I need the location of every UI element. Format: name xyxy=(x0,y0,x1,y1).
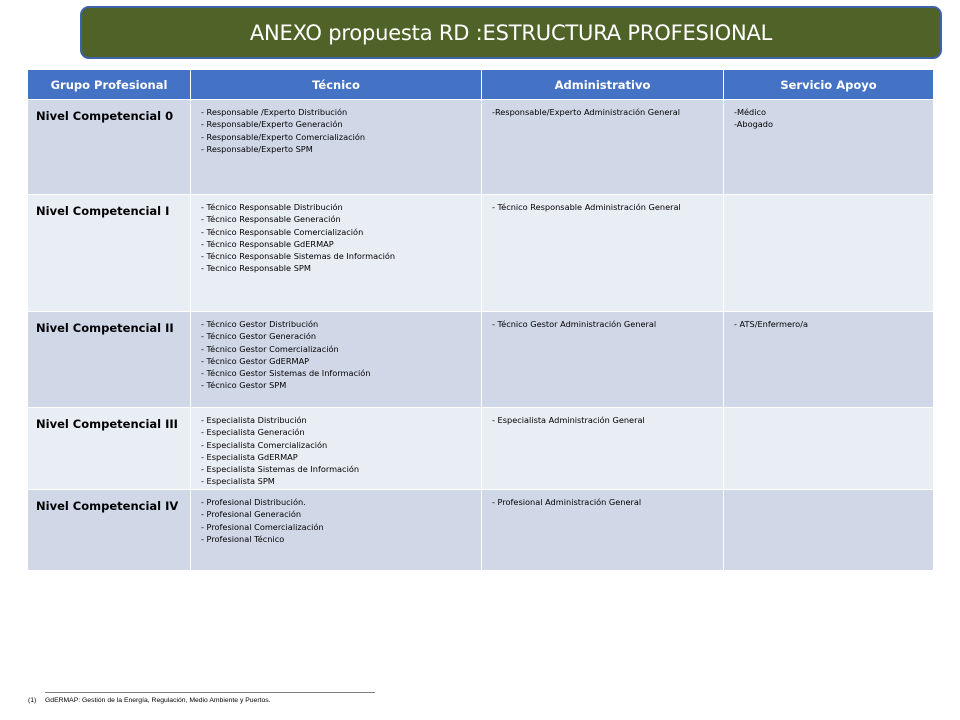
list-item: - Técnico Responsable Comercialización xyxy=(201,226,364,237)
list-item: - Técnico Gestor Administración General xyxy=(492,319,657,329)
level-cell: Nivel Competencial II xyxy=(28,312,191,408)
item-list xyxy=(201,318,475,392)
level-cell: Nivel Competencial IV xyxy=(28,490,191,571)
list-item: - Responsable/Experto Generación xyxy=(201,119,343,130)
list-item: - Técnico Gestor Distribución xyxy=(201,319,319,329)
list-item: - Especialista GdERMAP xyxy=(201,451,298,462)
table-header-row xyxy=(28,70,934,100)
servicio-apoyo-cell xyxy=(724,100,934,195)
administrativo-cell xyxy=(482,408,724,490)
list-item: - Tecnico Responsable SPM xyxy=(201,263,311,274)
list-item: - Especialista Administración General xyxy=(492,415,645,425)
tecnico-cell xyxy=(191,195,482,312)
table-row xyxy=(28,490,934,571)
list-item: - Profesional Técnico xyxy=(201,533,285,544)
tecnico-cell xyxy=(191,312,482,408)
servicio-apoyo-cell xyxy=(724,490,934,571)
list-item: - Responsable /Experto Distribución xyxy=(201,107,348,117)
table-row xyxy=(28,195,934,312)
table-row xyxy=(28,312,934,408)
item-list xyxy=(492,496,717,508)
list-item: - Profesional Generación xyxy=(201,509,302,520)
list-item: - Profesional Comercialización xyxy=(201,521,324,532)
tecnico-cell xyxy=(191,100,482,195)
list-item: - Responsable/Experto Comercialización xyxy=(201,131,366,142)
item-list xyxy=(201,496,475,545)
item-list xyxy=(492,106,717,118)
item-list xyxy=(492,201,717,213)
table-row xyxy=(28,100,934,195)
administrativo-cell xyxy=(482,195,724,312)
servicio-apoyo-cell xyxy=(724,312,934,408)
list-item: - Técnico Responsable Sistemas de Información xyxy=(201,251,396,262)
level-cell: Nivel Competencial III xyxy=(28,408,191,490)
footnote-number: (1) xyxy=(28,697,37,704)
list-item: - Técnico Gestor Comercialización xyxy=(201,343,339,354)
list-item: - Técnico Gestor SPM xyxy=(201,380,287,391)
list-item: - Especialista Comercialización xyxy=(201,439,328,450)
item-list xyxy=(201,414,475,488)
list-item: - Técnico Gestor GdERMAP xyxy=(201,355,310,366)
list-item: - Profesional Distribución. xyxy=(201,497,306,507)
list-item: - Técnico Responsable Administración General xyxy=(492,202,681,212)
header-grupo-profesional: Grupo Profesional xyxy=(28,70,191,100)
level-cell: Nivel Competencial 0 xyxy=(28,100,191,195)
list-item: - Técnico Responsable Generación xyxy=(201,214,341,225)
list-item: - Profesional Administración General xyxy=(492,497,642,507)
item-list xyxy=(201,201,475,275)
tecnico-cell xyxy=(191,490,482,571)
table-row xyxy=(28,408,934,490)
header-administrativo: Administrativo xyxy=(482,70,724,100)
servicio-apoyo-cell xyxy=(724,195,934,312)
header-servicio-apoyo: Servicio Apoyo xyxy=(724,70,934,100)
list-item: - Técnico Gestor Sistemas de Información xyxy=(201,368,371,379)
list-item: - Técnico Responsable Distribución xyxy=(201,202,343,212)
list-item: - Técnico Gestor Generación xyxy=(201,331,317,342)
administrativo-cell xyxy=(482,490,724,571)
list-item: -Médico xyxy=(734,107,767,117)
item-list xyxy=(734,318,927,330)
page-title: ANEXO propuesta RD :ESTRUCTURA PROFESIONAL xyxy=(80,6,942,59)
header-tecnico: Técnico xyxy=(191,70,482,100)
item-list xyxy=(492,318,717,330)
list-item: - Especialista Sistemas de Información xyxy=(201,464,360,475)
administrativo-cell xyxy=(482,312,724,408)
list-item: -Abogado xyxy=(734,119,774,130)
footnote xyxy=(28,697,271,704)
footnote-text: GdERMAP: Gestión de la Energía, Regulación, Medio Ambiente y Puertos. xyxy=(45,697,271,704)
level-cell: Nivel Competencial I xyxy=(28,195,191,312)
list-item: - Técnico Responsable GdERMAP xyxy=(201,238,334,249)
item-list xyxy=(201,106,475,155)
list-item: -Responsable/Experto Administración General xyxy=(492,107,681,117)
list-item: - Responsable/Experto SPM xyxy=(201,143,313,154)
tecnico-cell xyxy=(191,408,482,490)
servicio-apoyo-cell xyxy=(724,408,934,490)
administrativo-cell xyxy=(482,100,724,195)
list-item: - ATS/Enfermero/a xyxy=(734,319,808,329)
list-item: - Especialista Distribución xyxy=(201,415,307,425)
professional-structure-table xyxy=(27,69,934,571)
footnote-divider xyxy=(45,692,375,693)
list-item: - Especialista Generación xyxy=(201,427,305,438)
list-item: - Especialista SPM xyxy=(201,476,275,487)
item-list xyxy=(492,414,717,426)
item-list xyxy=(734,106,927,131)
